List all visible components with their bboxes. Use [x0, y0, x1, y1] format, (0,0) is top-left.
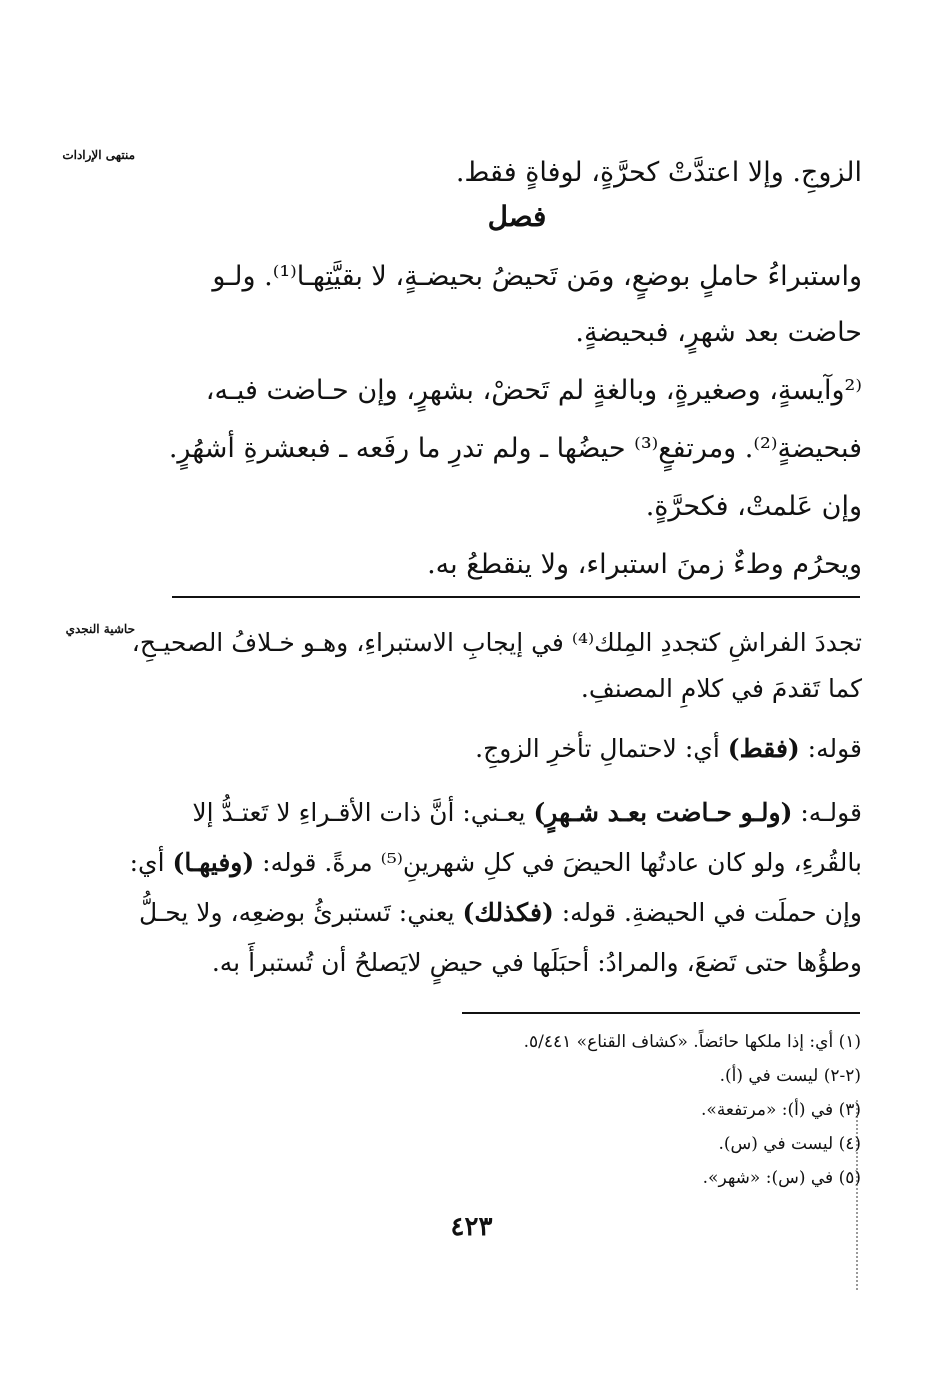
section-divider [172, 596, 860, 598]
hashiya-line-7: وطؤُها حتى تَضعَ، والمرادُ: أحبَلَها في حيضٍ لايَصلحُ أن تُستبرأَ به. [211, 948, 862, 977]
footnote-1: (١) أي: إذا ملكها حائضاً. «كشاف القناع» ٥/٤٤١. [523, 1032, 861, 1052]
matn-line-6: وإن عَلمتْ، فكحرَّةٍ. [645, 491, 862, 522]
section-heading: فصل [487, 200, 547, 233]
hashiya-line-2: كما تَقدمَ في كلامِ المصنفِ. [580, 674, 862, 703]
matn-line-4: ⁽²وآيسةٍ، وصغيرةٍ، وبالغةٍ لم تَحضْ، بشهرٍ، وإن حـاضت فيـه، [205, 375, 862, 406]
page-number: ٤٢٣ [450, 1212, 493, 1242]
footnote-2: (٢-٢) ليست في (أ). [719, 1066, 861, 1086]
hashiya-line-3-rest: أي: لاحتمالِ تأخرِ الزوجِ. [475, 734, 728, 763]
hashiya-line-1: تجددَ الفراشِ كتجددِ المِلك⁽⁴⁾ في إيجابِ الاستبراءِ، وهـو خـلافُ الصحيـحِ، [131, 628, 862, 657]
matn-line-7: ويحرُم وطءٌ زمنَ استبراء، ولا ينقطعُ به. [427, 549, 862, 580]
hashiya-quoted-term: (ولـو حـاضت بعـد شـهرٍ) [533, 798, 793, 827]
footnote-4: (٤) ليست في (س). [718, 1134, 861, 1154]
matn-line-2: واستبراءُ حاملٍ بوضعٍ، ومَن تَحيضُ بحيضـةٍ، لا بقيَّتِهـا⁽¹⁾. ولـو [212, 261, 862, 292]
matn-line-3: حاضت بعد شهرٍ، فبحيضةٍ. [575, 317, 862, 348]
hashiya-line-5-rest: أي: [129, 848, 173, 877]
hashiya-line-3 [172, 728, 862, 769]
hashiya-line-4-lead: قولـه: [792, 798, 862, 827]
footnote-5: (٥) في (س): «شهر». [702, 1168, 861, 1188]
hashiya-line-4-rest: يعـني: أنَّ ذات الأقـراءِ لا تَعتـدُّ إلا [192, 798, 534, 827]
hashiya-quoted-term: (فكذلك) [462, 898, 554, 927]
hashiya-line-3-lead: قوله: [799, 734, 862, 763]
matn-line-1: الزوجِ. وإلا اعتدَّتْ كحرَّةٍ، لوفاةٍ فقط. [455, 157, 862, 188]
margin-label-hashiya: حاشية النجدي [65, 622, 135, 636]
hashiya-line-6-rest: يعني: تَستبرئُ بوضعِه، ولا يحـلُّ [138, 898, 463, 927]
hashiya-line-5 [129, 842, 862, 883]
hashiya-quoted-term: (فقط) [727, 734, 800, 763]
footnote-divider [462, 1012, 860, 1014]
footnote-3: (٣) في (أ): «مرتفعة». [701, 1100, 861, 1120]
margin-dotted-line [856, 1100, 858, 1290]
hashiya-line-5-lead: بالقُرءِ، ولو كان عادتُها الحيضَ في كلِ شهرينِ⁽⁵⁾ مرةً. قوله: [254, 848, 862, 877]
margin-label-book-title: منتهى الإرادات [62, 148, 135, 162]
hashiya-quoted-term: (وفيهـا) [172, 848, 255, 877]
hashiya-line-4 [172, 792, 862, 833]
hashiya-line-6-lead: وإن حملَت في الحيضةِ. قوله: [553, 898, 862, 927]
hashiya-line-6 [138, 892, 862, 933]
matn-line-5: فبحيضةٍ⁽²⁾. ومرتفعٍ⁽³⁾ حيضُها ـ ولم تدرِ ما رفَعه ـ فبعشرةِ أشهُرٍ. [168, 433, 862, 464]
